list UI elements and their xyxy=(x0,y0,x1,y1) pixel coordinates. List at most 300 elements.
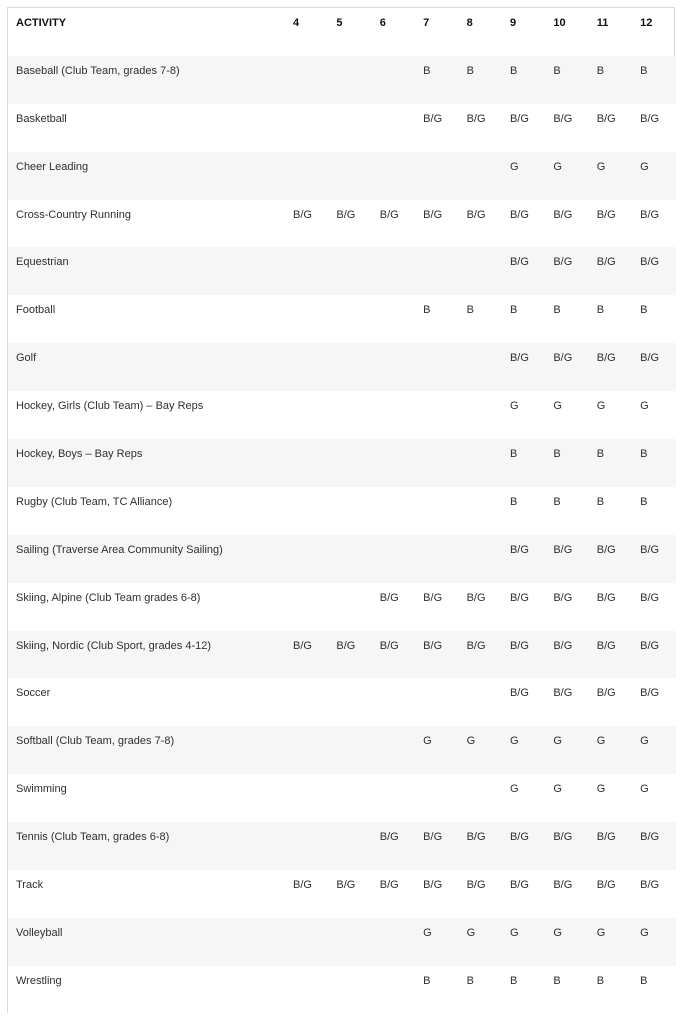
grade-value xyxy=(285,439,328,447)
grade-cell xyxy=(545,487,588,535)
activity-name: Basketball xyxy=(16,112,67,125)
grade-value: B/G xyxy=(640,112,660,125)
grade-value: G xyxy=(596,783,606,796)
activity-cell xyxy=(8,583,285,631)
grade-value: B/G xyxy=(379,591,399,604)
grade-cell xyxy=(372,247,415,295)
grade-cell xyxy=(459,56,502,104)
grade-value xyxy=(328,918,371,926)
activity-name: Cheer Leading xyxy=(16,160,89,173)
grade-value xyxy=(285,966,328,974)
column-header-grade-8 xyxy=(459,8,502,56)
table-row xyxy=(8,200,676,248)
column-header-grade-4 xyxy=(285,8,328,56)
grade-cell xyxy=(459,583,502,631)
grade-cell xyxy=(545,966,588,1014)
activity-name: Hockey, Girls (Club Team) – Bay Reps xyxy=(16,400,204,413)
grade-cell xyxy=(328,343,371,391)
grade-cell xyxy=(285,439,328,487)
grade-value: B xyxy=(553,448,561,461)
grade-cell xyxy=(459,726,502,774)
grade-cell xyxy=(459,822,502,870)
grade-cell xyxy=(545,247,588,295)
grade-cell xyxy=(328,631,371,679)
grade-cell xyxy=(545,631,588,679)
grade-cell xyxy=(589,343,632,391)
grade-cell xyxy=(285,104,328,152)
grade-cell xyxy=(285,152,328,200)
grade-value: G xyxy=(640,400,649,413)
grade-value xyxy=(415,439,458,447)
grade-value: B/G xyxy=(336,879,356,892)
grade-cell xyxy=(459,631,502,679)
grade-cell xyxy=(415,391,458,439)
activity-cell xyxy=(8,487,285,535)
grade-value: B/G xyxy=(509,831,529,844)
grade-value: B xyxy=(509,64,518,77)
activity-cell xyxy=(8,295,285,343)
grade-value: B/G xyxy=(509,256,529,269)
grade-cell xyxy=(545,726,588,774)
grade-value: G xyxy=(640,735,649,748)
grade-value xyxy=(328,966,371,974)
grade-value: B/G xyxy=(596,831,616,844)
grade-value: B/G xyxy=(379,639,399,652)
grade-value xyxy=(372,774,415,782)
grade-cell xyxy=(459,918,502,966)
grade-cell xyxy=(589,918,632,966)
table-row xyxy=(8,391,676,439)
grade-value: B/G xyxy=(640,256,660,269)
grade-cell xyxy=(545,918,588,966)
grade-cell xyxy=(415,870,458,918)
grade-value: B/G xyxy=(509,879,529,892)
grade-cell xyxy=(328,104,371,152)
grade-cell xyxy=(372,200,415,248)
grade-cell xyxy=(285,870,328,918)
activities-table-frame xyxy=(7,7,675,1013)
grade-cell xyxy=(328,295,371,343)
grade-cell xyxy=(632,726,675,774)
table-row xyxy=(8,870,676,918)
grade-value: G xyxy=(640,926,649,939)
grade-value: B/G xyxy=(596,639,616,652)
grade-value: B/G xyxy=(640,879,660,892)
activity-name: Cross-Country Running xyxy=(16,208,131,221)
column-header-grade-9 xyxy=(502,8,545,56)
grade-value: B xyxy=(596,974,605,987)
grade-value xyxy=(328,343,371,351)
grade-value xyxy=(459,487,502,495)
activity-cell xyxy=(8,391,285,439)
grade-cell xyxy=(372,295,415,343)
grade-value: B/G xyxy=(466,639,486,652)
grade-value: G xyxy=(466,926,476,939)
grade-cell xyxy=(632,966,675,1014)
activity-name: Rugby (Club Team, TC Alliance) xyxy=(16,495,173,508)
column-header-label: 8 xyxy=(466,17,473,29)
grade-cell xyxy=(545,583,588,631)
grade-value xyxy=(285,487,328,495)
grade-cell xyxy=(589,200,632,248)
grade-cell xyxy=(459,200,502,248)
grade-value: B xyxy=(596,64,605,77)
grade-cell xyxy=(285,56,328,104)
grade-value: G xyxy=(509,400,519,413)
grade-value xyxy=(459,343,502,351)
grade-value: G xyxy=(553,783,562,796)
table-row xyxy=(8,774,676,822)
activity-cell xyxy=(8,247,285,295)
activities-table xyxy=(8,8,676,1014)
grade-cell xyxy=(285,487,328,535)
grade-cell xyxy=(372,487,415,535)
grade-value: B/G xyxy=(596,879,616,892)
grade-value xyxy=(459,678,502,686)
activity-cell xyxy=(8,439,285,487)
table-body xyxy=(8,56,676,1014)
grade-cell xyxy=(415,726,458,774)
grade-cell xyxy=(372,583,415,631)
grade-value xyxy=(328,822,371,830)
grade-cell xyxy=(545,822,588,870)
activity-cell xyxy=(8,918,285,966)
grade-cell xyxy=(285,247,328,295)
activity-cell xyxy=(8,726,285,774)
grade-value: B/G xyxy=(640,591,660,604)
grade-cell xyxy=(545,870,588,918)
grade-cell xyxy=(589,295,632,343)
grade-cell xyxy=(632,152,675,200)
grade-value: B/G xyxy=(596,256,616,269)
activity-cell xyxy=(8,535,285,583)
grade-cell xyxy=(415,104,458,152)
grade-value xyxy=(415,343,458,351)
column-header-label: 12 xyxy=(640,17,653,29)
table-row xyxy=(8,487,676,535)
grade-cell xyxy=(632,631,675,679)
grade-value xyxy=(415,678,458,686)
grade-value: B/G xyxy=(466,831,486,844)
grade-cell xyxy=(372,343,415,391)
grade-cell xyxy=(372,774,415,822)
grade-value: B/G xyxy=(596,352,616,365)
grade-value: B xyxy=(640,974,648,987)
grade-cell xyxy=(372,152,415,200)
grade-cell xyxy=(459,535,502,583)
grade-cell xyxy=(632,56,675,104)
grade-value: B/G xyxy=(509,687,529,700)
grade-cell xyxy=(502,439,545,487)
activity-cell xyxy=(8,822,285,870)
grade-cell xyxy=(545,439,588,487)
grade-cell xyxy=(545,535,588,583)
grade-cell xyxy=(415,535,458,583)
grade-value xyxy=(372,918,415,926)
grade-cell xyxy=(415,631,458,679)
grade-cell xyxy=(285,200,328,248)
grade-value: B xyxy=(423,304,431,317)
grade-cell xyxy=(502,295,545,343)
column-header-label: 7 xyxy=(423,17,430,29)
grade-cell xyxy=(589,439,632,487)
grade-value xyxy=(328,583,371,591)
grade-value: B/G xyxy=(553,112,573,125)
grade-value: B/G xyxy=(423,591,443,604)
grade-value xyxy=(285,391,328,399)
grade-value: G xyxy=(553,735,562,748)
table-header xyxy=(8,8,676,56)
grade-value xyxy=(372,343,415,351)
grade-cell xyxy=(632,918,675,966)
grade-value: B xyxy=(466,64,474,77)
grade-cell xyxy=(632,583,675,631)
grade-cell xyxy=(502,56,545,104)
grade-value xyxy=(372,104,415,112)
grade-cell xyxy=(415,487,458,535)
grade-value: B/G xyxy=(423,208,443,221)
table-row xyxy=(8,295,676,343)
grade-value: B/G xyxy=(509,112,529,125)
grade-value: B/G xyxy=(640,352,660,365)
grade-value: B xyxy=(640,64,648,77)
grade-value: B xyxy=(596,448,605,461)
grade-value xyxy=(372,56,415,64)
grade-value: G xyxy=(596,400,606,413)
grade-cell xyxy=(459,870,502,918)
grade-value: B/G xyxy=(336,639,356,652)
grade-cell xyxy=(632,391,675,439)
activity-cell xyxy=(8,678,285,726)
grade-value xyxy=(285,535,328,543)
column-header-label: 11 xyxy=(596,17,609,29)
table-row xyxy=(8,104,676,152)
grade-value: G xyxy=(509,735,519,748)
grade-cell xyxy=(328,200,371,248)
grade-cell xyxy=(632,200,675,248)
grade-cell xyxy=(502,678,545,726)
activity-name: Volleyball xyxy=(16,926,63,939)
grade-value: B xyxy=(423,64,431,77)
grade-value: B xyxy=(640,495,648,508)
grade-value: B xyxy=(640,304,648,317)
grade-cell xyxy=(632,678,675,726)
grade-value: B/G xyxy=(509,591,529,604)
activity-name: Wrestling xyxy=(16,974,62,987)
column-header-grade-5 xyxy=(328,8,371,56)
grade-cell xyxy=(415,343,458,391)
grade-value xyxy=(328,295,371,303)
table-row xyxy=(8,535,676,583)
grade-cell xyxy=(372,56,415,104)
grade-value xyxy=(285,247,328,255)
grade-cell xyxy=(502,822,545,870)
grade-cell xyxy=(632,295,675,343)
activity-cell xyxy=(8,56,285,104)
table-row xyxy=(8,631,676,679)
activity-cell xyxy=(8,104,285,152)
grade-value: G xyxy=(553,400,562,413)
grade-cell xyxy=(589,726,632,774)
grade-cell xyxy=(459,391,502,439)
grade-value: G xyxy=(423,735,432,748)
grade-cell xyxy=(415,678,458,726)
column-header-label: 4 xyxy=(293,17,300,29)
grade-cell xyxy=(328,678,371,726)
activity-cell xyxy=(8,343,285,391)
grade-cell xyxy=(459,104,502,152)
grade-value xyxy=(285,774,328,782)
grade-value xyxy=(285,295,328,303)
grade-value: B/G xyxy=(640,687,660,700)
grade-value xyxy=(285,343,328,351)
grade-cell xyxy=(415,774,458,822)
grade-cell xyxy=(589,774,632,822)
grade-cell xyxy=(372,535,415,583)
grade-value: B xyxy=(466,974,474,987)
column-header-label: 10 xyxy=(553,17,566,29)
grade-value: B/G xyxy=(293,639,312,652)
grade-cell xyxy=(459,295,502,343)
grade-value: B/G xyxy=(596,543,616,556)
grade-cell xyxy=(502,726,545,774)
grade-value: B xyxy=(553,974,561,987)
activity-cell xyxy=(8,774,285,822)
table-row xyxy=(8,439,676,487)
grade-cell xyxy=(589,152,632,200)
grade-value xyxy=(285,152,328,160)
grade-cell xyxy=(589,631,632,679)
grade-cell xyxy=(632,439,675,487)
grade-value xyxy=(372,439,415,447)
activity-cell xyxy=(8,631,285,679)
grade-cell xyxy=(328,822,371,870)
grade-value xyxy=(459,535,502,543)
grade-value: G xyxy=(640,783,649,796)
grade-value xyxy=(328,535,371,543)
grade-value xyxy=(459,774,502,782)
grade-cell xyxy=(285,583,328,631)
grade-value xyxy=(285,918,328,926)
grade-value xyxy=(372,391,415,399)
activity-name: Hockey, Boys – Bay Reps xyxy=(16,448,143,461)
grade-value: B xyxy=(553,495,561,508)
grade-cell xyxy=(459,439,502,487)
grade-cell xyxy=(632,104,675,152)
column-header-grade-6 xyxy=(372,8,415,56)
grade-cell xyxy=(415,583,458,631)
grade-value: B/G xyxy=(423,879,443,892)
grade-value: G xyxy=(596,160,606,173)
grade-value xyxy=(372,535,415,543)
grade-value: B/G xyxy=(379,879,399,892)
activity-name: Skiing, Alpine (Club Team grades 6-8) xyxy=(16,591,201,604)
grade-value: B/G xyxy=(553,639,573,652)
column-header-grade-12 xyxy=(632,8,675,56)
grade-cell xyxy=(459,247,502,295)
grade-cell xyxy=(328,870,371,918)
grade-cell xyxy=(459,966,502,1014)
grade-cell xyxy=(372,870,415,918)
grade-cell xyxy=(502,774,545,822)
grade-cell xyxy=(502,152,545,200)
grade-cell xyxy=(328,774,371,822)
grade-value xyxy=(415,774,458,782)
grade-value xyxy=(285,726,328,734)
grade-cell xyxy=(372,822,415,870)
grade-value: B/G xyxy=(596,687,616,700)
grade-value xyxy=(372,487,415,495)
grade-cell xyxy=(328,152,371,200)
grade-cell xyxy=(328,487,371,535)
column-header-activity xyxy=(8,8,285,56)
grade-cell xyxy=(328,247,371,295)
grade-value: B/G xyxy=(466,879,486,892)
grade-value: B xyxy=(553,64,561,77)
grade-value: B/G xyxy=(640,543,660,556)
grade-cell xyxy=(545,678,588,726)
grade-cell xyxy=(589,535,632,583)
grade-value: B/G xyxy=(466,591,486,604)
activity-name: Equestrian xyxy=(16,256,69,269)
grade-value: B/G xyxy=(596,112,616,125)
grade-value: B xyxy=(640,448,648,461)
grade-cell xyxy=(545,774,588,822)
grade-value: B/G xyxy=(423,831,443,844)
grade-cell xyxy=(415,200,458,248)
grade-value: B/G xyxy=(466,112,486,125)
grade-value xyxy=(415,487,458,495)
grade-value: B/G xyxy=(640,831,660,844)
table-row xyxy=(8,918,676,966)
grade-value xyxy=(328,487,371,495)
grade-value xyxy=(459,439,502,447)
grade-value: G xyxy=(596,926,606,939)
grade-cell xyxy=(632,247,675,295)
grade-value: B xyxy=(509,974,518,987)
activity-name: Soccer xyxy=(16,687,51,700)
grade-cell xyxy=(502,200,545,248)
grade-cell xyxy=(545,343,588,391)
grade-cell xyxy=(328,56,371,104)
grade-cell xyxy=(632,487,675,535)
grade-cell xyxy=(415,918,458,966)
grade-cell xyxy=(589,822,632,870)
grade-value xyxy=(415,535,458,543)
grade-cell xyxy=(459,487,502,535)
grade-cell xyxy=(285,535,328,583)
grade-cell xyxy=(589,247,632,295)
grade-cell xyxy=(502,631,545,679)
column-header-grade-11 xyxy=(589,8,632,56)
column-header-grade-7 xyxy=(415,8,458,56)
grade-value: B xyxy=(509,495,518,508)
grade-value xyxy=(459,391,502,399)
grade-cell xyxy=(372,104,415,152)
grade-value: B/G xyxy=(553,208,573,221)
column-header-label: 9 xyxy=(509,17,517,29)
grade-value xyxy=(285,822,328,830)
grade-value xyxy=(372,247,415,255)
grade-cell xyxy=(589,678,632,726)
grade-cell xyxy=(459,678,502,726)
grade-value: B/G xyxy=(293,879,312,892)
grade-value xyxy=(459,247,502,255)
activity-name: Sailing (Traverse Area Community Sailing) xyxy=(16,543,223,556)
grade-value: G xyxy=(509,783,519,796)
grade-value xyxy=(328,247,371,255)
grade-value: B xyxy=(596,495,605,508)
